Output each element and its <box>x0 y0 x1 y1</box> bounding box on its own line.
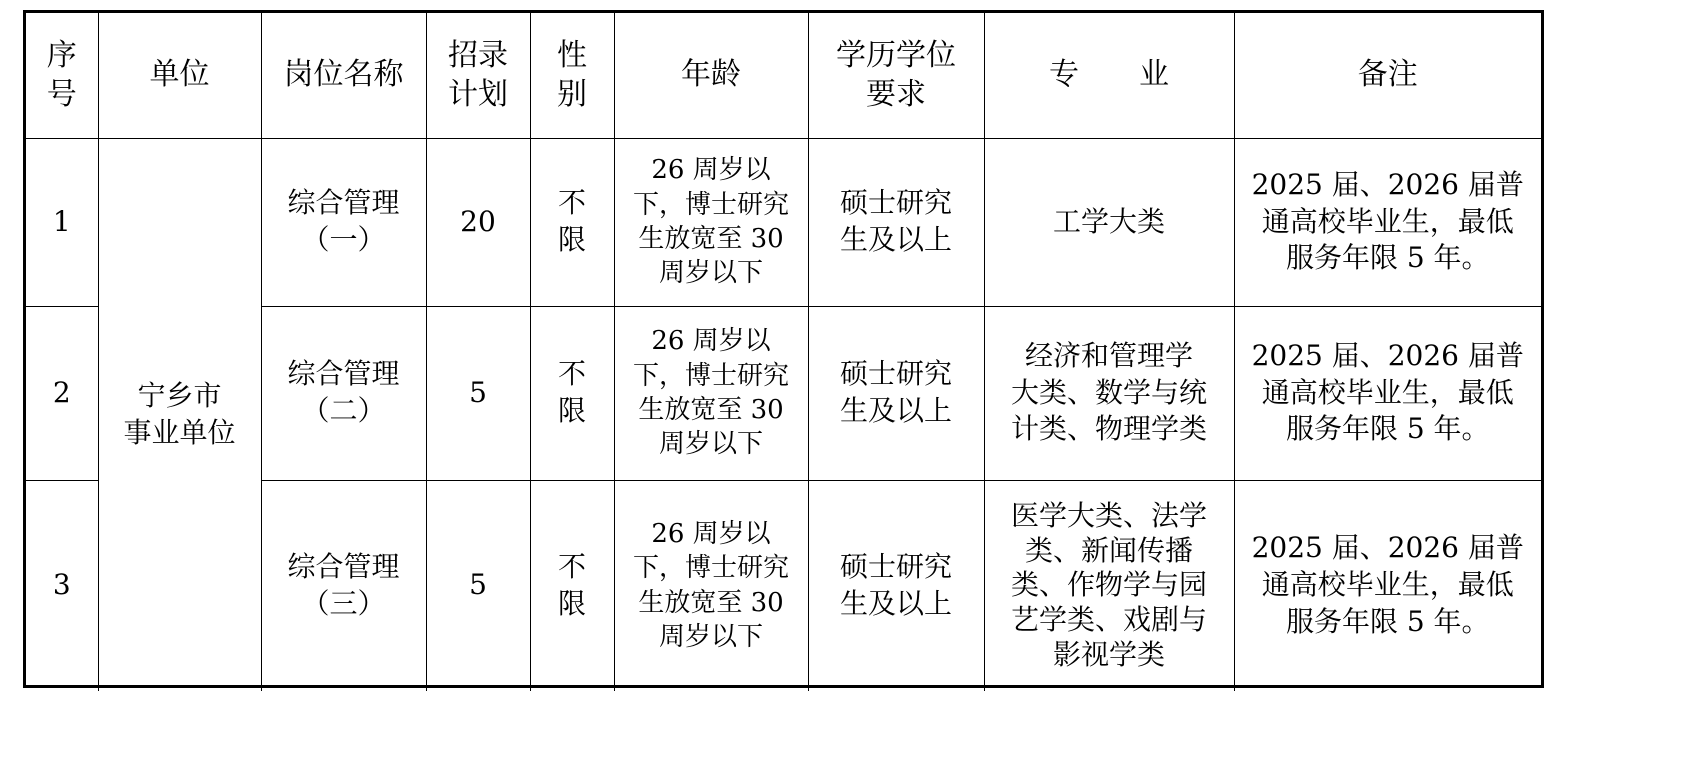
recruitment-table <box>26 13 1541 691</box>
row-gender: 不 限 <box>530 480 614 691</box>
row-age: 26 周岁以 下，博士研究 生放宽至 30 周岁以下 <box>614 138 808 306</box>
row-age: 26 周岁以 下，博士研究 生放宽至 30 周岁以下 <box>614 306 808 480</box>
header-age: 年龄 <box>614 13 808 138</box>
row-quota: 5 <box>426 480 530 691</box>
row-remark: 2025 届、2026 届普 通高校毕业生，最低 服务年限 5 年。 <box>1234 138 1541 306</box>
row-remark: 2025 届、2026 届普 通高校毕业生，最低 服务年限 5 年。 <box>1234 306 1541 480</box>
row-position: 综合管理 （一） <box>261 138 426 306</box>
row-age: 26 周岁以 下，博士研究 生放宽至 30 周岁以下 <box>614 480 808 691</box>
row-position: 综合管理 （二） <box>261 306 426 480</box>
row-position: 综合管理 （三） <box>261 480 426 691</box>
header-education: 学历学位 要求 <box>808 13 984 138</box>
header-position: 岗位名称 <box>261 13 426 138</box>
row-major: 医学大类、法学 类、新闻传播 类、作物学与园 艺学类、戏剧与 影视学类 <box>984 480 1234 691</box>
row-gender: 不 限 <box>530 306 614 480</box>
row-education: 硕士研究 生及以上 <box>808 306 984 480</box>
header-row <box>26 13 1541 138</box>
header-major: 专 业 <box>984 13 1234 138</box>
row-quota: 5 <box>426 306 530 480</box>
row-remark: 2025 届、2026 届普 通高校毕业生，最低 服务年限 5 年。 <box>1234 480 1541 691</box>
recruitment-table-frame <box>23 10 1544 688</box>
header-gender: 性 别 <box>530 13 614 138</box>
unit-cell: 宁乡市 事业单位 <box>98 138 261 691</box>
row-major: 工学大类 <box>984 138 1234 306</box>
row-seq: 3 <box>26 480 98 691</box>
row-seq: 2 <box>26 306 98 480</box>
row-education: 硕士研究 生及以上 <box>808 138 984 306</box>
table-row <box>26 138 1541 306</box>
row-quota: 20 <box>426 138 530 306</box>
header-seq: 序 号 <box>26 13 98 138</box>
row-education: 硕士研究 生及以上 <box>808 480 984 691</box>
row-seq: 1 <box>26 138 98 306</box>
header-quota: 招录 计划 <box>426 13 530 138</box>
header-remark: 备注 <box>1234 13 1541 138</box>
row-major: 经济和管理学 大类、数学与统 计类、物理学类 <box>984 306 1234 480</box>
header-unit: 单位 <box>98 13 261 138</box>
row-gender: 不 限 <box>530 138 614 306</box>
